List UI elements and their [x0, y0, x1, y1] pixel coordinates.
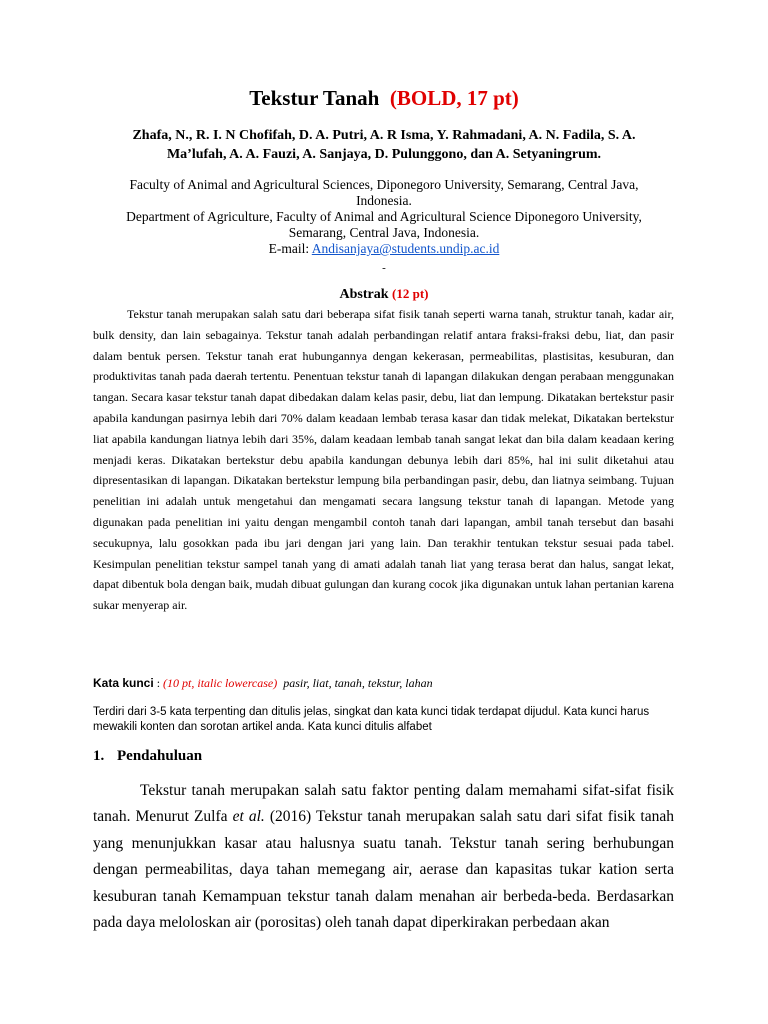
- abstract-format-note: (12 pt): [392, 286, 429, 301]
- section-title: Pendahuluan: [117, 748, 203, 764]
- abstract-heading-text: Abstrak: [339, 287, 389, 302]
- author-line-2: Ma’lufah, A. A. Fauzi, A. Sanjaya, D. Pulunggono, dan A. Setyaningrum.: [166, 147, 602, 162]
- keywords-line: [93, 676, 693, 691]
- keywords-label: Kata kunci: [93, 676, 154, 690]
- affiliation-2: Department of Agriculture, Faculty of Animal and Agricultural Science Diponegoro University, Semarang, Central Java, Indonesia.: [126, 209, 642, 240]
- keywords-list: pasir, liat, tanah, tekstur, lahan: [283, 676, 433, 690]
- keywords-separator: :: [153, 676, 164, 690]
- intro-text-part-1: Tekstur tanah merupakan salah satu faktor penting dalam memahami sifat-sifat fisik tanah. Menurut Zulfa: [93, 782, 674, 826]
- section-heading: [93, 748, 202, 765]
- title-format-note: (BOLD, 17 pt): [389, 86, 519, 110]
- affiliation-1: Faculty of Animal and Agricultural Sciences, Diponegoro University, Semarang, Central Java, Indonesia.: [129, 177, 639, 208]
- author-line-1: Zhafa, N., R. I. N Chofifah, D. A. Putri, A. R Isma, Y. Rahmadani, A. N. Fadila, S. A.: [132, 128, 636, 143]
- intro-text-part-2: (2016) Tekstur tanah merupakan salah satu dari sifat fisik tanah yang menunjukkan kasar atau halusnya suatu tanah. Tekstur tanah sering berhubungan dengan permeabilitas, daya tahan memegang air, aerase dan kapasitas tukar kation serta kesuburan tanah Kemampuan tekstur tanah dalam menahan air berbeda-beda. Berdasarkan pada daya meloloskan air (porositas) oleh tanah dapat diperkirakan perbedaan akan: [93, 808, 675, 932]
- introduction-paragraph: [93, 778, 674, 936]
- abstract-heading: [0, 286, 768, 303]
- email-link[interactable]: Andisanjaya@students.undip.ac.id: [311, 241, 500, 256]
- keywords-instructions: Terdiri dari 3-5 kata terpenting dan ditulis jelas, singkat dan kata kunci tidak terdapat dijudul. Kata kunci harus mewakili konten dan sorotan artikel anda. Kata kunci ditulis alfabet: [93, 706, 650, 733]
- section-number: 1.: [93, 748, 105, 764]
- intro-et-al: et al.: [232, 808, 265, 826]
- keywords-format-note: (10 pt, italic lowercase): [163, 676, 278, 690]
- author-list: [100, 126, 668, 164]
- affiliations: [100, 177, 668, 257]
- title-text: Tekstur Tanah: [249, 86, 380, 110]
- separator-dash: -: [382, 262, 386, 274]
- email-label: E-mail:: [268, 241, 310, 256]
- paper-title: [0, 86, 768, 111]
- email-line: [100, 241, 668, 257]
- abstract-body: Tekstur tanah merupakan salah satu dari beberapa sifat fisik tanah seperti warna tanah, struktur tanah, kadar air, bulk density, dan lain sebagainya. Tekstur tanah adalah perbandingan relatif antara fraksi-fraksi debu, liat, dan pasir dalam bentuk persen. Tekstur tanah erat hubungannya dengan kekerasan, permeabilitas, plastisitas, kesuburan, dan produktivitas tanah pada daerah tertentu. Penentuan tekstur tanah di lapangan dilakukan dengan perabaan menggunakan tangan. Secara kasar tekstur tanah dapat dibedakan dalam kelas pasir, debu, liat dan lempung. Dikatakan bertekstur pasir apabila kandungan pasirnya lebih dari 70% dalam keadaan lembab terasa kasar dan tidak melekat, Dikatakan bertekstur liat apabila kandungan liatnya lebih dari 35%, dalam keadaan lembab tanah sangat lekat dan bila dalam keadaan kering menjadi keras. Dikatakan bertekstur debu apabila kandungan debunya lebih dari 85%, hal ini sulit diketahui atau dipresentasikan di lapangan. Dikatakan bertekstur lempung bila perbandingan pasir, debu, dan liatnya seimbang. Tujuan penelitian ini adalah untuk mengetahui dan mengamati secara langsung tekstur tanah di lapangan. Metode yang digunakan pada penelitian ini yaitu dengan mengambil contoh tanah dari lapangan, ambil tanah tersebut dan basahi secukupnya, lalu gosokkan pada ibu jari dengan jari yang lain. Dan terakhir tentukan tekstur sesuai pada tabel. Kesimpulan penelitian tekstur sampel tanah yang di amati adalah tanah liat yang terasa berat dan halus, sangat lekat, dapat dibentuk bola dengan baik, mudah dibuat gulungan dan kurang cocok jika digunakan untuk lahan pertanian karena sukar menyerap air.: [93, 307, 674, 613]
